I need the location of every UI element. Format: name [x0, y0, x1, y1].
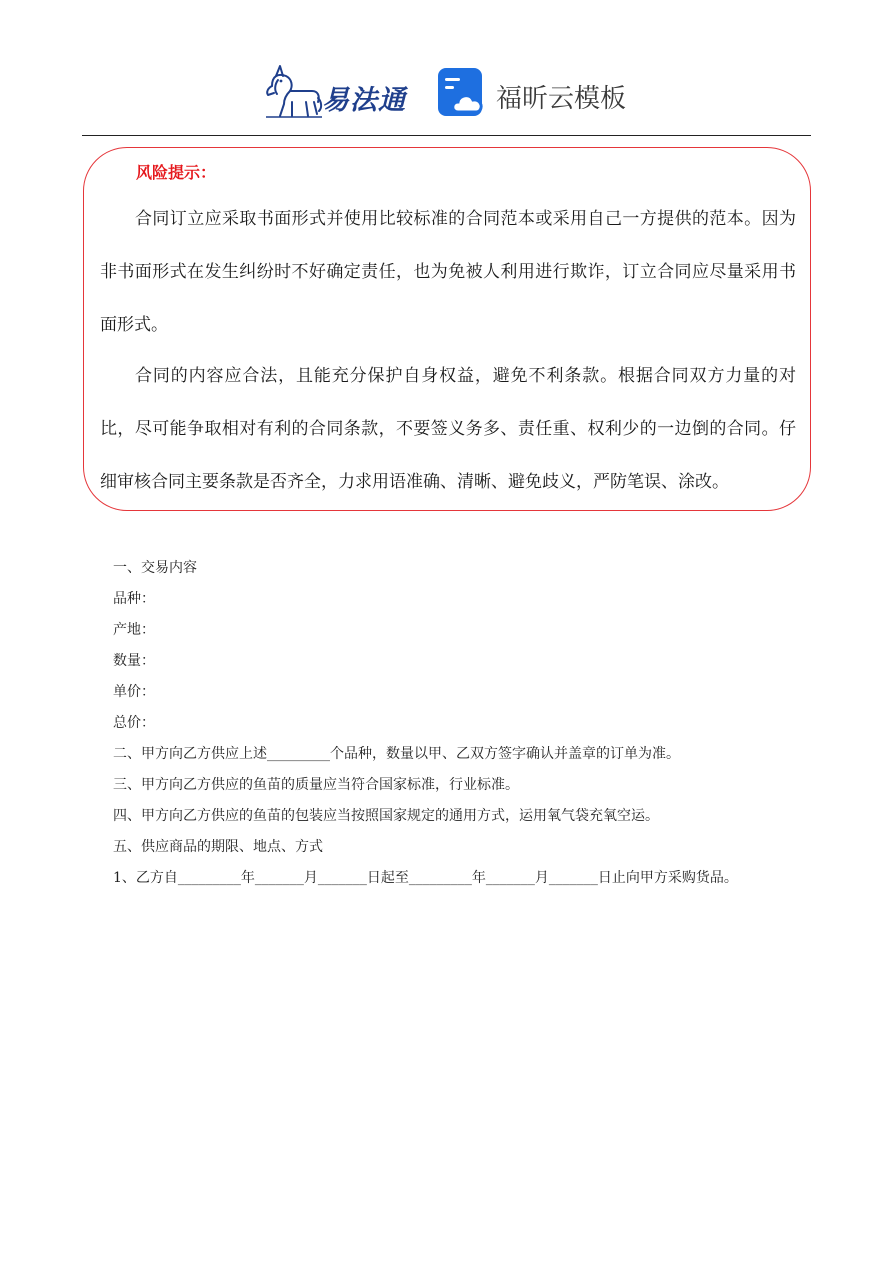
- field-quantity: 数量：: [113, 653, 155, 669]
- yifatong-logo: [262, 64, 412, 120]
- clause-two: 二、甲方向乙方供应上述_________个品种，数量以甲、乙双方签字确认并盖章的订单为准。: [113, 746, 680, 762]
- cloud-document-icon: [436, 66, 490, 120]
- clause-four: 四、甲方向乙方供应的鱼苗的包装应当按照国家规定的通用方式，运用氧气袋充氧空运。: [113, 808, 659, 824]
- page-header: [0, 56, 893, 126]
- contract-body: [113, 556, 813, 897]
- risk-warning-title: 风险提示：: [136, 163, 217, 182]
- fuxin-logo: [436, 66, 636, 122]
- field-total-price: 总价：: [113, 715, 155, 731]
- risk-paragraph: 合同的内容应合法，且能充分保护自身权益，避免不利条款。根据合同双方力量的对比，尽可能争取相对有利的合同条款，不要签义务多、责任重、权利少的一边倒的合同。仔细审核合同主要条款是否齐全，力求用语准确、清晰、避免歧义，严防笔误、涂改。: [100, 366, 796, 492]
- clause-three: 三、甲方向乙方供应的鱼苗的质量应当符合国家标准，行业标准。: [113, 777, 519, 793]
- header-divider: [82, 135, 811, 136]
- section-heading: 一、交易内容: [113, 560, 197, 576]
- fuxin-brand-text: 福昕云模板: [496, 84, 627, 114]
- field-origin: 产地：: [113, 622, 155, 638]
- yifatong-brand-text: 易法通: [322, 85, 406, 116]
- clause-period: 1、乙方自_________年_______月_______日起至_________年_______月_______日止向甲方采购货品。: [113, 870, 738, 886]
- field-unit-price: 单价：: [113, 684, 155, 700]
- section-heading: 五、供应商品的期限、地点、方式: [113, 839, 323, 855]
- risk-warning-box: [83, 147, 811, 511]
- unicorn-logo-icon: [262, 64, 324, 120]
- risk-paragraph: 合同订立应采取书面形式并使用比较标准的合同范本或采用自己一方提供的范本。因为非书面形式在发生纠纷时不好确定责任，也为免被人利用进行欺诈，订立合同应尽量采用书面形式。: [100, 209, 796, 335]
- field-variety: 品种：: [113, 591, 155, 607]
